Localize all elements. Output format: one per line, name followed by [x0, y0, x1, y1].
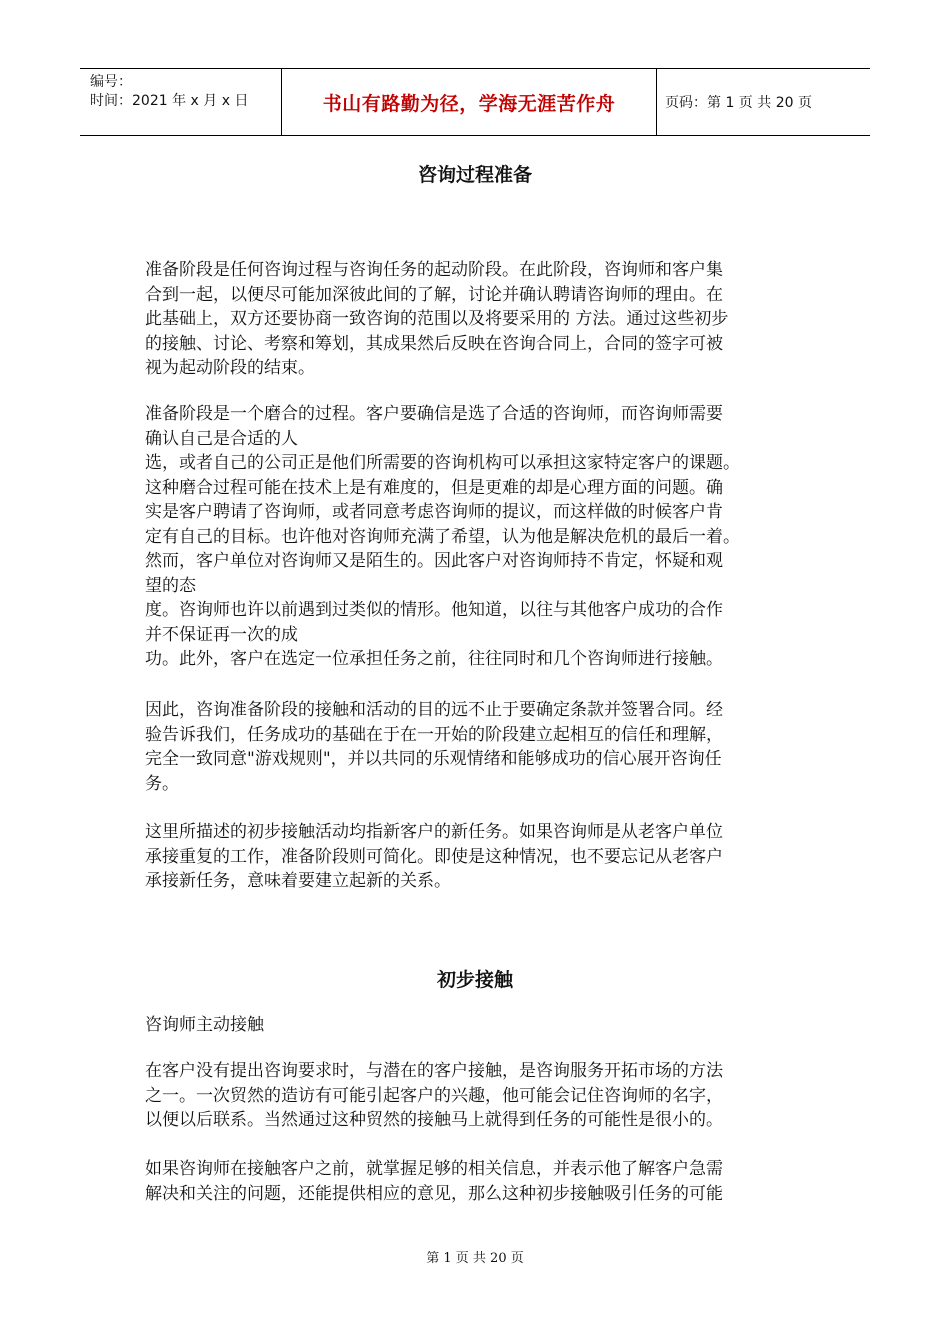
header-meta: [80, 69, 281, 135]
page-footer: 第 1 页 共 20 页: [426, 1251, 524, 1266]
document-date-label: 时间：2021 年 x 月 x 日: [90, 93, 249, 109]
paragraph: 在客户没有提出咨询要求时，与潜在的客户接触，是咨询服务开拓市场的方法 之一。一次贸然的造访有可能引起客户的兴趣，他可能会记住咨询师的名字， 以便以后联系。当然通过这种贸然的接触马上就得到任务的可能性是很小的。: [145, 1061, 723, 1130]
section-subtitle: 咨询师主动接触: [145, 1015, 264, 1035]
paragraph: 准备阶段是一个磨合的过程。客户要确信是选了合适的咨询师，而咨询师需要 确认自己是合适的人 选，或者自己的公司正是他们所需要的咨询机构可以承担这家特定客户的课题。 这种磨合过程可能在技术上是有难度的，但是更难的却是心理方面的问题。确 实是客户聘请了咨询师，或者同意考虑咨询师的提议，而这样做的时候客户肯 定有自己的目标。也许他对咨询师充满了希望，认为他是解决危机的最后一着。 然而，客户单位对咨询师又是陌生的。因此客户对咨询师持不肯定，怀疑和观 望的态 度。咨询师也许以前遇到过类似的情形。他知道，以往与其他客户成功的合作 并不保证再一次的成 功。此外，客户在选定一位承担任务之前，往往同时和几个咨询师进行接触。: [145, 404, 740, 669]
document-number-label: 编号：: [90, 74, 132, 90]
paragraph: 准备阶段是任何咨询过程与咨询任务的起动阶段。在此阶段，咨询师和客户集 合到一起，以便尽可能加深彼此间的了解，讨论并确认聘请咨询师的理由。在 此基础上，双方还要协商一致咨询的范围以及将要采用的 方法。通过这些初步 的接触、讨论、考察和筹划，其成果然后反映在咨询合同上，合同的签字可被 视为起动阶段的结束。: [145, 260, 729, 378]
header-page-cell: [657, 69, 870, 135]
paragraph: 如果咨询师在接触客户之前，就掌握足够的相关信息，并表示他了解客户急需 解决和关注的问题，还能提供相应的意见，那么这种初步接触吸引任务的可能: [145, 1159, 723, 1204]
paragraph: 因此，咨询准备阶段的接触和活动的目的远不止于要确定条款并签署合同。经 验告诉我们，任务成功的基础在于在一开始的阶段建立起相互的信任和理解， 完全一致同意"游戏规则"，并以共同的乐观情绪和能够成功的信心展开咨询任 务。: [145, 700, 723, 794]
header-table: [80, 68, 870, 136]
header-motto: 书山有路勤为径，学海无涯苦作舟: [322, 92, 616, 115]
header-page-code: 页码：第 1 页 共 20 页: [665, 95, 812, 111]
section-title-initial-contact: 初步接触: [436, 969, 513, 991]
paragraph: 这里所描述的初步接触活动均指新客户的新任务。如果咨询师是从老客户单位 承接重复的工作，准备阶段则可简化。即使是这种情况，也不要忘记从老客户 承接新任务，意味着要建立起新的关系。: [145, 822, 723, 891]
section-title-preparation: 咨询过程准备: [417, 164, 532, 186]
header-motto-cell: [281, 69, 657, 135]
